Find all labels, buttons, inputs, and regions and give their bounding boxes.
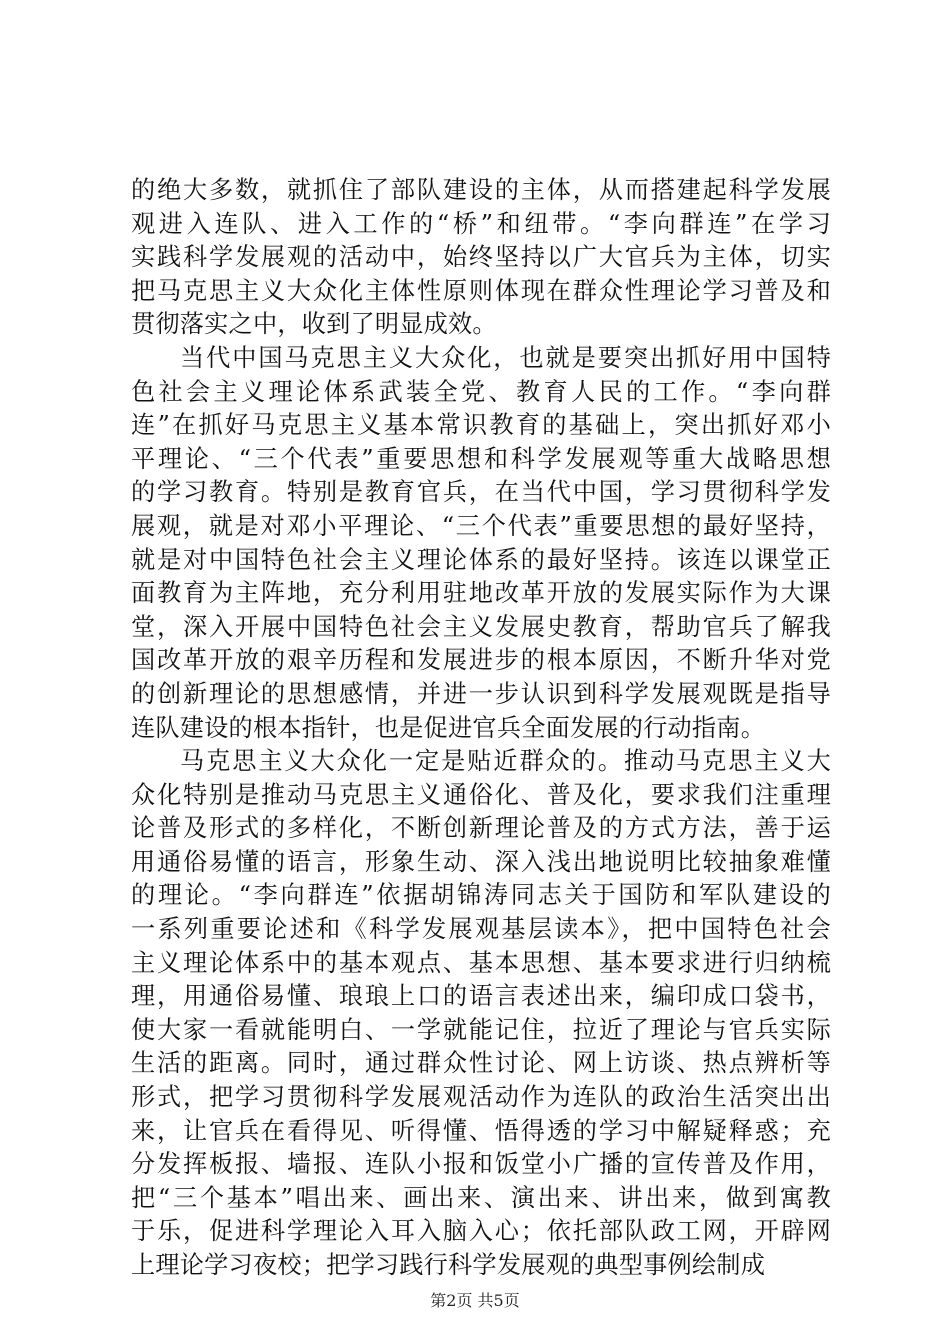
text-line: 来，让官兵在看得见、听得懂、悟得透的学习中解疑释惑；充	[131, 1116, 831, 1145]
page-footer: 第2页 共5页	[430, 1291, 520, 1310]
text-line: 展观，就是对邓小平理论、“三个代表”重要思想的最好坚持，	[131, 511, 831, 540]
paragraph	[131, 174, 831, 342]
text-line: 于乐，促进科学理论入耳入脑入心；依托部队政工网，开辟网	[131, 1217, 831, 1246]
text-line: 论普及形式的多样化，不断创新理论普及的方式方法，善于运	[131, 814, 831, 843]
text-line: 主义理论体系中的基本观点、基本思想、基本要求进行归纳梳	[131, 948, 831, 977]
text-line: 连队建设的根本指针，也是促进官兵全面发展的行动指南。	[131, 713, 766, 742]
text-line: 当代中国马克思主义大众化，也就是要突出抓好用中国特	[180, 343, 831, 372]
document-body	[131, 174, 831, 1283]
text-line: 色社会主义理论体系武装全党、教育人民的工作。“李向群	[131, 377, 831, 406]
text-line: 上理论学习夜校；把学习践行科学发展观的典型事例绘制成	[131, 1251, 766, 1279]
text-line: 就是对中国特色社会主义理论体系的最好坚持。该连以课堂正	[131, 545, 831, 574]
text-line: 生活的距离。同时，通过群众性讨论、网上访谈、热点辨析等	[131, 1049, 831, 1078]
text-line: 的学习教育。特别是教育官兵，在当代中国，学习贯彻科学发	[131, 478, 831, 507]
text-line: 面教育为主阵地，充分利用驻地改革开放的发展实际作为大课	[131, 579, 831, 608]
text-line: 分发挥板报、墙报、连队小报和饭堂小广播的宣传普及作用，	[131, 1150, 831, 1179]
text-line: 把马克思主义大众化主体性原则体现在群众性理论学习普及和	[131, 276, 831, 305]
paragraph	[131, 745, 831, 1283]
text-line: 观进入连队、进入工作的“桥”和纽带。“李向群连”在学习	[131, 209, 831, 238]
text-line: 马克思主义大众化一定是贴近群众的。推动马克思主义大	[180, 747, 831, 776]
text-line: 众化特别是推动马克思主义通俗化、普及化，要求我们注重理	[131, 780, 831, 809]
text-line: 一系列重要论述和《科学发展观基层读本》，把中国特色社会	[131, 915, 831, 944]
text-line: 形式，把学习贯彻科学发展观活动作为连队的政治生活突出出	[131, 1083, 831, 1112]
text-line: 连”在抓好马克思主义基本常识教育的基础上，突出抓好邓小	[131, 411, 831, 440]
text-line: 的创新理论的思想感情，并进一步认识到科学发展观既是指导	[131, 679, 831, 708]
paragraph	[131, 342, 831, 745]
text-line: 的理论。“李向群连”依据胡锦涛同志关于国防和军队建设的	[131, 881, 831, 910]
text-line: 平理论、“三个代表”重要思想和科学发展观等重大战略思想	[131, 444, 831, 473]
text-line: 实践科学发展观的活动中，始终坚持以广大官兵为主体，切实	[131, 243, 831, 272]
text-line: 理，用通俗易懂、琅琅上口的语言表述出来，编印成口袋书，	[131, 982, 831, 1011]
text-line: 使大家一看就能明白、一学就能记住，拉近了理论与官兵实际	[131, 1015, 831, 1044]
text-line: 堂，深入开展中国特色社会主义发展史教育，帮助官兵了解我	[131, 612, 831, 641]
text-line: 用通俗易懂的语言，形象生动、深入浅出地说明比较抽象难懂	[131, 847, 831, 876]
text-line: 把“三个基本”唱出来、画出来、演出来、讲出来，做到寓教	[131, 1183, 831, 1212]
text-line: 国改革开放的艰辛历程和发展进步的根本原因，不断升华对党	[131, 646, 831, 675]
text-line: 的绝大多数，就抓住了部队建设的主体，从而搭建起科学发展	[131, 176, 831, 204]
text-line: 贯彻落实之中，收到了明显成效。	[131, 310, 497, 339]
